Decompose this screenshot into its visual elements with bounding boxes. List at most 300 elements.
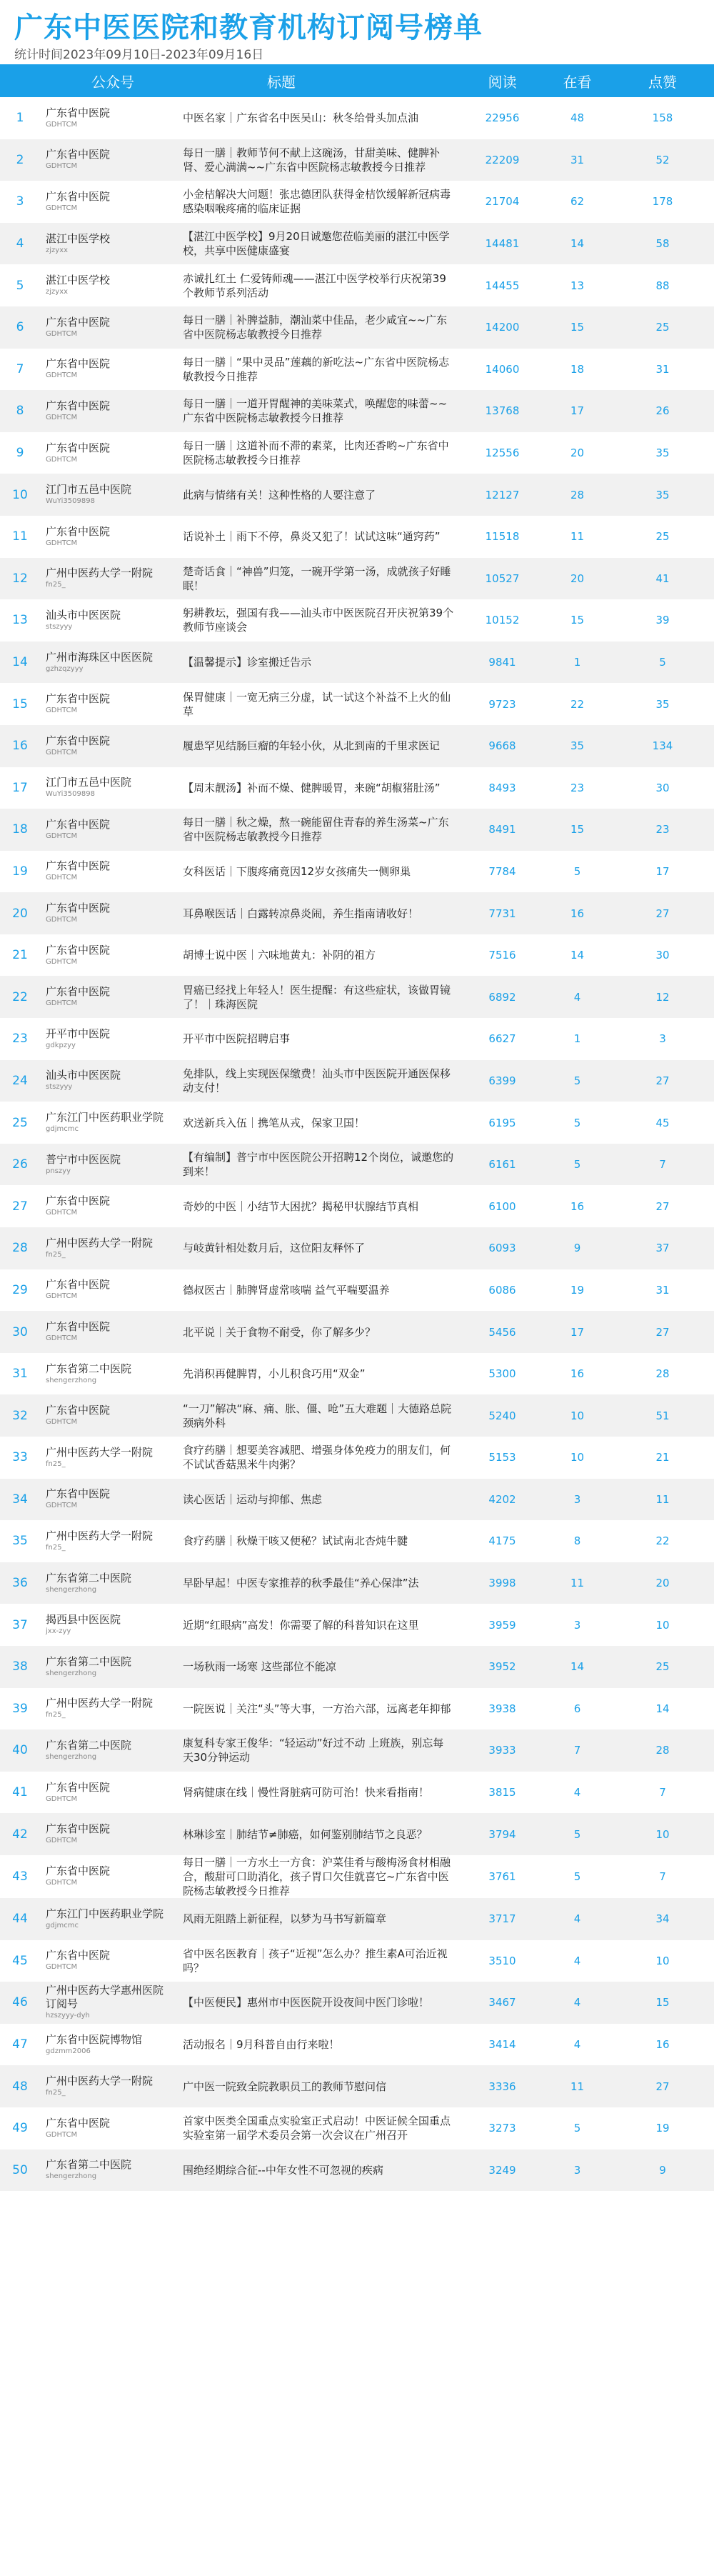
account-name[interactable]: 广东省中医院: [46, 1194, 111, 1208]
page-title: 广东中医医院和教育机构订阅号榜单: [14, 11, 483, 44]
looking-cell: 14: [570, 949, 585, 962]
article-title[interactable]: 中医名家｜广东省名中医吴山：秋冬给骨头加点油: [183, 111, 419, 125]
table-row[interactable]: [0, 2150, 714, 2192]
account-name[interactable]: 江门市五邑中医院: [46, 483, 132, 496]
rank-cell: 34: [12, 1492, 28, 1507]
likes-cell: 30: [655, 781, 670, 794]
account-cell[interactable]: [40, 1604, 174, 1646]
likes-cell: 26: [655, 404, 670, 418]
account-cell[interactable]: [40, 139, 174, 181]
account-cell[interactable]: [40, 2024, 174, 2066]
article-title[interactable]: 北平说｜关于食物不耐受，你了解多少？: [183, 1325, 376, 1339]
reads-cell: 22956: [485, 111, 520, 125]
account-cell[interactable]: [40, 474, 174, 516]
account-id: shengerzhong: [46, 1752, 97, 1761]
account-name[interactable]: 广州中医药大学一附院: [46, 566, 154, 580]
reads-cell: 6093: [488, 1242, 516, 1255]
article-title[interactable]: 免排队，线上实现医保缴费！汕头市中医医院开通医保移动支付！: [183, 1067, 451, 1094]
likes-cell: 7: [659, 1869, 666, 1883]
rank-cell: 40: [12, 1743, 28, 1758]
likes-cell: 35: [655, 488, 670, 501]
article-title[interactable]: 康复科专家王俊华：“轻运动”好过不动 上班族，别忘每天30分钟运动: [183, 1737, 444, 1764]
reads-cell: 12127: [485, 488, 520, 501]
article-title[interactable]: 【有编制】普宁市中医医院公开招聘12个岗位，诚邀您的到来！: [183, 1151, 454, 1179]
article-title[interactable]: 胃癌已经找上年轻人！医生提醒：有这些症状，该做胃镜了！｜珠海医院: [183, 983, 451, 1011]
reads-cell: 3467: [488, 1996, 516, 2010]
reads-cell: 5153: [488, 1451, 516, 1464]
article-title[interactable]: 每日一膳｜秋之燥，熬一碗能留住青春的养生汤菜~广东省中医院杨志敏教授今日推荐: [183, 816, 449, 844]
likes-cell: 9: [659, 2163, 666, 2177]
likes-cell: 10: [655, 1954, 670, 1967]
article-title[interactable]: 德叔医古｜肺脾肾虚常咳喘 益气平喘要温养: [183, 1283, 390, 1297]
article-title[interactable]: 每日一膳｜这道补而不滞的素菜，比肉还香哟~广东省中医院杨志敏教授今日推荐: [183, 439, 449, 467]
article-title[interactable]: 履患罕见结肠巨瘤的年轻小伙，从北到南的千里求医记: [183, 739, 441, 753]
table-row[interactable]: [0, 1813, 714, 1855]
account-cell[interactable]: [40, 2065, 174, 2107]
table-row[interactable]: [0, 558, 714, 600]
rank-cell: 32: [12, 1408, 28, 1423]
article-title[interactable]: 先消积再健脾胃，小儿积食巧用“双金”: [183, 1367, 366, 1381]
table-row[interactable]: [0, 1479, 714, 1521]
account-name[interactable]: 广东省中医院: [46, 524, 111, 538]
table-row[interactable]: [0, 2024, 714, 2066]
account-name[interactable]: 广东省中医院: [46, 859, 111, 873]
reads-cell: 3414: [488, 2038, 516, 2052]
account-cell[interactable]: [40, 1269, 174, 1312]
account-cell[interactable]: [40, 1982, 174, 2024]
article-title[interactable]: 围绝经期综合征--中年女性不可忽视的疾病: [183, 2163, 383, 2177]
account-id: gdjmcmc: [46, 1921, 79, 1929]
rank-cell: 19: [12, 864, 28, 879]
table-row[interactable]: [0, 1855, 714, 1898]
reads-cell: 6161: [488, 1158, 516, 1172]
account-name[interactable]: 广东省中医院: [46, 357, 111, 371]
likes-cell: 52: [655, 153, 670, 166]
account-name[interactable]: 广州中医药大学一附院: [46, 1529, 154, 1542]
article-title[interactable]: 一场秋雨一场寒 这些部位不能凉: [183, 1660, 336, 1674]
article-title[interactable]: 【温馨提示】诊室搬迁告示: [183, 656, 312, 669]
account-cell[interactable]: [40, 1520, 174, 1562]
account-name[interactable]: 湛江中医学校: [46, 274, 111, 287]
account-name[interactable]: 广东省中医院: [46, 399, 111, 412]
reads-cell: 7516: [488, 949, 516, 962]
table-row[interactable]: [0, 306, 714, 349]
reads-cell: 3998: [488, 1577, 516, 1590]
account-cell[interactable]: [40, 264, 174, 306]
likes-cell: 12: [655, 990, 670, 1004]
account-cell[interactable]: [40, 1562, 174, 1604]
rank-cell: 37: [12, 1617, 28, 1632]
rank-cell: 24: [12, 1073, 28, 1088]
account-cell[interactable]: [40, 767, 174, 809]
article-title[interactable]: 首家中医类全国重点实验室正式启动！中医证候全国重点实验室第一届学术委员会第一次会议在广州召开: [183, 2115, 451, 2142]
account-cell[interactable]: [40, 599, 174, 641]
table-row[interactable]: [0, 2107, 714, 2150]
table-row[interactable]: [0, 2065, 714, 2107]
table-row[interactable]: [0, 1898, 714, 1940]
header-title: 标题: [267, 73, 296, 91]
account-name[interactable]: 广东省第二中医院: [46, 1738, 132, 1752]
table-row[interactable]: [0, 641, 714, 684]
table-row[interactable]: [0, 934, 714, 977]
table-row[interactable]: [0, 1562, 714, 1604]
looking-cell: 5: [573, 1869, 581, 1883]
article-title[interactable]: 每日一膳｜教师节何不献上这碗汤，甘甜美味、健脾补肾、爱心满满~~广东省中医院杨志敏教授今日推荐: [183, 146, 441, 174]
rank-cell: 46: [12, 1995, 28, 2010]
table-row[interactable]: [0, 516, 714, 558]
likes-cell: 31: [655, 1283, 670, 1297]
reads-cell: 4175: [488, 1534, 516, 1548]
rank-cell: 42: [12, 1827, 28, 1842]
table-row[interactable]: [0, 1269, 714, 1312]
article-title[interactable]: 耳鼻喉医话｜白露转凉鼻炎闹，养生指南请收好！: [183, 907, 419, 920]
article-title[interactable]: 与岐黄针相处数月后，这位阳友释怀了: [183, 1242, 366, 1255]
account-cell[interactable]: [40, 223, 174, 265]
account-name[interactable]: 湛江中医学校: [46, 231, 111, 245]
account-name[interactable]: 普宁市中医医院: [46, 1152, 121, 1166]
article-title[interactable]: 此病与情绪有关！这种性格的人要注意了: [183, 488, 376, 501]
rank-cell: 36: [12, 1576, 28, 1591]
likes-cell: 7: [659, 1158, 666, 1172]
account-cell[interactable]: [40, 683, 174, 725]
account-cell[interactable]: [40, 1813, 174, 1855]
account-id: GDHTCM: [46, 748, 78, 757]
article-title[interactable]: 欢送新兵入伍｜携笔从戎，保家卫国！: [183, 1116, 366, 1129]
account-cell[interactable]: [40, 2107, 174, 2150]
account-cell[interactable]: [40, 1772, 174, 1814]
table-row[interactable]: [0, 1520, 714, 1562]
table-row[interactable]: [0, 1311, 714, 1353]
account-cell[interactable]: [40, 1227, 174, 1269]
article-title[interactable]: 躬耕教坛，强国有我——汕头市中医医院召开庆祝第39个教师节座谈会: [183, 606, 454, 634]
account-name[interactable]: 江门市五邑中医院: [46, 776, 132, 789]
account-cell[interactable]: [40, 97, 174, 139]
table-row[interactable]: [0, 349, 714, 391]
table-row[interactable]: [0, 683, 714, 725]
table-row[interactable]: [0, 809, 714, 851]
looking-cell: 3: [573, 1618, 581, 1632]
account-cell[interactable]: [40, 976, 174, 1018]
account-name[interactable]: 广东省中医院: [46, 148, 111, 161]
account-name[interactable]: 广东省中医院: [46, 1949, 111, 1962]
article-title[interactable]: 【中医便民】惠州市中医医院开设夜间中医门诊啦！: [183, 1996, 430, 2010]
account-cell[interactable]: [40, 390, 174, 432]
account-cell[interactable]: [40, 641, 174, 684]
reads-cell: 3952: [488, 1660, 516, 1674]
article-title[interactable]: 风雨无阻踏上新征程，以梦为马书写新篇章: [183, 1912, 387, 1926]
account-cell[interactable]: [40, 306, 174, 349]
table-row[interactable]: [0, 1018, 714, 1060]
account-name[interactable]: 广州中医药大学一附院: [46, 1236, 154, 1249]
account-name[interactable]: 广东省第二中医院: [46, 1571, 132, 1584]
looking-cell: 14: [570, 237, 585, 251]
table-row[interactable]: [0, 1144, 714, 1186]
article-title[interactable]: 每日一膳｜一道开胃醒神的美味菜式，唤醒您的味蕾~~广东省中医院杨志敏教授今日推荐: [183, 397, 448, 425]
article-title[interactable]: 广中医一院致全院教职员工的教师节慰问信: [183, 2080, 387, 2093]
looking-cell: 14: [570, 1660, 585, 1674]
rank-cell: 47: [12, 2037, 28, 2052]
account-cell[interactable]: [40, 1353, 174, 1395]
account-name[interactable]: 广东省中医院: [46, 734, 111, 747]
account-cell[interactable]: [40, 432, 174, 474]
likes-cell: 37: [655, 1242, 670, 1255]
reads-cell: 3761: [488, 1869, 516, 1883]
account-name[interactable]: 广州中医药大学一附院: [46, 1697, 154, 1710]
table-row[interactable]: [0, 1688, 714, 1730]
account-name[interactable]: 汕头市中医医院: [46, 1069, 121, 1082]
account-name[interactable]: 广东省中医院: [46, 1404, 111, 1417]
table-row[interactable]: [0, 432, 714, 474]
account-name[interactable]: 广东省中医院: [46, 817, 111, 831]
account-id: fn25_: [46, 2089, 66, 2097]
likes-cell: 39: [655, 614, 670, 627]
table-row[interactable]: [0, 1185, 714, 1227]
rank-cell: 49: [12, 2121, 28, 2136]
account-name[interactable]: 广东省中医院: [46, 1320, 111, 1334]
account-cell[interactable]: [40, 1688, 174, 1730]
account-name[interactable]: 广州中医药大学一附院: [46, 1445, 154, 1459]
account-cell[interactable]: [40, 1898, 174, 1940]
account-cell[interactable]: [40, 809, 174, 851]
account-id: GDHTCM: [46, 874, 78, 882]
article-title[interactable]: 小金桔解决大问题！张忠德团队获得金桔饮缓解新冠病毒感染咽喉疼痛的临床证据: [183, 188, 451, 216]
table-row[interactable]: [0, 181, 714, 223]
article-title[interactable]: 省中医名医教育｜孩子“近视”怎么办？推生素A可治近视吗？: [183, 1947, 448, 1975]
looking-cell: 5: [573, 864, 581, 878]
account-name[interactable]: 广州市海珠区中医医院: [46, 650, 154, 664]
article-title[interactable]: 每日一膳｜“果中灵品”莲藕的新吃法~广东省中医院杨志敏教授今日推荐: [183, 355, 450, 383]
account-name[interactable]: 广东省中医院: [46, 1487, 111, 1501]
table-row[interactable]: [0, 1437, 714, 1479]
reads-cell: 3959: [488, 1618, 516, 1632]
account-cell[interactable]: [40, 1144, 174, 1186]
likes-cell: 3: [659, 1032, 666, 1046]
looking-cell: 10: [570, 1409, 585, 1422]
likes-cell: 27: [655, 2080, 670, 2093]
article-title[interactable]: 赤诚扎红土 仁爱铸师魂——湛江中医学校举行庆祝第39个教师节系列活动: [183, 271, 446, 299]
likes-cell: 178: [652, 195, 673, 209]
account-name[interactable]: 广东省中医院: [46, 106, 111, 119]
table-row[interactable]: [0, 1729, 714, 1772]
table-row[interactable]: [0, 1940, 714, 1982]
table-row[interactable]: [0, 892, 714, 934]
account-name[interactable]: 广东省中医院: [46, 2116, 111, 2130]
account-name[interactable]: 广东省中医院: [46, 985, 111, 999]
account-cell[interactable]: [40, 1479, 174, 1521]
table-row[interactable]: [0, 223, 714, 265]
account-name[interactable]: 广东省第二中医院: [46, 2158, 132, 2172]
account-name[interactable]: 广东江门中医药职业学院: [46, 1907, 164, 1920]
reads-cell: 9723: [488, 697, 516, 711]
likes-cell: 27: [655, 907, 670, 920]
account-name[interactable]: 广东省中医院: [46, 943, 111, 957]
account-name[interactable]: 汕头市中医医院: [46, 608, 121, 621]
rank-cell: 5: [16, 278, 24, 293]
article-title[interactable]: 保胃健康｜一宽无病三分虚，试一试这个补益不上火的仙草: [183, 690, 451, 718]
account-name[interactable]: 广东省中医院博物馆: [46, 2032, 143, 2046]
account-id: shengerzhong: [46, 1585, 97, 1594]
article-title[interactable]: 食疗药膳｜想要美容减肥、增强身体免疫力的朋友们，何不试试香菇黑米牛肉粥？: [183, 1444, 451, 1472]
account-cell[interactable]: [40, 558, 174, 600]
account-cell[interactable]: [40, 934, 174, 977]
table-row[interactable]: [0, 1604, 714, 1646]
account-cell[interactable]: [40, 892, 174, 934]
rank-cell: 21: [12, 948, 28, 963]
article-title[interactable]: 楚奇话食｜“神兽”归笼，一碗开学第一汤，成就孩子好睡眠！: [183, 564, 451, 592]
account-name[interactable]: 广东江门中医药职业学院: [46, 1111, 164, 1124]
article-title[interactable]: 食疗药膳｜秋燥干咳又便秘？试试南北杏炖牛腱: [183, 1534, 408, 1548]
table-row[interactable]: [0, 1102, 714, 1144]
account-id: GDHTCM: [46, 707, 78, 715]
table-row[interactable]: [0, 474, 714, 516]
table-row[interactable]: [0, 1982, 714, 2024]
account-name[interactable]: 广东省中医院: [46, 1780, 111, 1794]
looking-cell: 13: [570, 279, 585, 292]
account-cell[interactable]: [40, 181, 174, 223]
reads-cell: 12556: [485, 446, 520, 460]
table-row[interactable]: [0, 851, 714, 893]
article-title[interactable]: 一院医说｜关注“头”等大事，一方治六部，远离老年抑郁: [183, 1702, 451, 1715]
reads-cell: 3933: [488, 1744, 516, 1757]
account-cell[interactable]: [40, 1940, 174, 1982]
rank-cell: 29: [12, 1282, 28, 1297]
account-name[interactable]: 广州中医药大学惠州医院订阅号: [46, 1984, 164, 2011]
likes-cell: 7: [659, 1786, 666, 1799]
likes-cell: 19: [655, 2122, 670, 2135]
looking-cell: 20: [570, 571, 585, 585]
likes-cell: 35: [655, 446, 670, 460]
table-row[interactable]: [0, 725, 714, 767]
account-cell[interactable]: [40, 1729, 174, 1772]
rank-cell: 43: [12, 1869, 28, 1884]
account-id: GDHTCM: [46, 2130, 78, 2139]
reads-cell: 3717: [488, 1912, 516, 1926]
rank-cell: 28: [12, 1241, 28, 1256]
table-row[interactable]: [0, 1646, 714, 1688]
table-row[interactable]: [0, 1394, 714, 1437]
likes-cell: 28: [655, 1367, 670, 1381]
account-name[interactable]: 广东省中医院: [46, 1278, 111, 1292]
account-cell[interactable]: [40, 516, 174, 558]
table-row[interactable]: [0, 1060, 714, 1102]
account-cell[interactable]: [40, 349, 174, 391]
account-cell[interactable]: [40, 1855, 174, 1898]
account-id: stszyyy: [46, 622, 73, 631]
article-title[interactable]: 开平市中医院招聘启事: [183, 1032, 291, 1046]
account-id: GDHTCM: [46, 1502, 78, 1510]
table-row[interactable]: [0, 599, 714, 641]
table-row[interactable]: [0, 1227, 714, 1269]
likes-cell: 45: [655, 1116, 670, 1129]
table-row[interactable]: [0, 976, 714, 1018]
account-id: GDHTCM: [46, 999, 78, 1008]
account-id: gdzmm2006: [46, 2047, 91, 2055]
article-title[interactable]: 林琳诊室｜肺结节≠肺癌，如何鉴别肺结节之良恶？: [183, 1827, 428, 1841]
account-cell[interactable]: [40, 1394, 174, 1437]
table-row[interactable]: [0, 264, 714, 306]
article-title[interactable]: 胡博士说中医｜六味地黄丸：补阴的祖方: [183, 949, 376, 962]
article-title[interactable]: 近期“红眼病”高发！你需要了解的科普知识在这里: [183, 1618, 419, 1632]
account-name[interactable]: 广东省第二中医院: [46, 1654, 132, 1668]
likes-cell: 27: [655, 1074, 670, 1087]
account-name[interactable]: 广州中医药大学一附院: [46, 2075, 154, 2088]
article-title[interactable]: 话说补土｜雨下不停，鼻炎又犯了！试试这味“通窍药”: [183, 530, 441, 544]
reads-cell: 22209: [485, 153, 520, 166]
account-id: GDHTCM: [46, 1879, 78, 1887]
account-cell[interactable]: [40, 1018, 174, 1060]
table-row[interactable]: [0, 390, 714, 432]
account-name[interactable]: 开平市中医院: [46, 1027, 111, 1040]
reads-cell: 14200: [485, 321, 520, 334]
account-cell[interactable]: [40, 1185, 174, 1227]
account-id: GDHTCM: [46, 120, 78, 129]
account-name[interactable]: 广东省中医院: [46, 189, 111, 203]
table-row[interactable]: [0, 767, 714, 809]
account-cell[interactable]: [40, 1646, 174, 1688]
looking-cell: 22: [570, 697, 585, 711]
article-title[interactable]: 【湛江中医学校】9月20日诚邀您莅临美丽的湛江中医学校，共享中医健康盛宴: [183, 230, 450, 258]
account-cell[interactable]: [40, 1437, 174, 1479]
reads-cell: 3336: [488, 2080, 516, 2093]
table-row[interactable]: [0, 1353, 714, 1395]
likes-cell: 5: [659, 656, 666, 669]
looking-cell: 5: [573, 2122, 581, 2135]
account-name[interactable]: 广东省中医院: [46, 441, 111, 454]
account-cell[interactable]: [40, 1311, 174, 1353]
account-id: GDHTCM: [46, 1292, 78, 1301]
likes-cell: 31: [655, 362, 670, 376]
table-row[interactable]: [0, 1772, 714, 1814]
account-cell[interactable]: [40, 1102, 174, 1144]
article-title[interactable]: 活动报名｜9月科普自由行来啦！: [183, 2038, 340, 2052]
reads-cell: 6086: [488, 1283, 516, 1297]
article-title[interactable]: 【周末靓汤】补而不燥、健脾暖胃，来碗“胡椒猪肚汤”: [183, 781, 441, 794]
account-name[interactable]: 广东省中医院: [46, 315, 111, 329]
account-name[interactable]: 广东省第二中医院: [46, 1362, 132, 1375]
reads-cell: 8491: [488, 823, 516, 837]
account-cell[interactable]: [40, 851, 174, 893]
account-name[interactable]: 揭西县中医医院: [46, 1613, 121, 1627]
looking-cell: 48: [570, 111, 585, 125]
account-cell[interactable]: [40, 2150, 174, 2192]
article-title[interactable]: 每日一膳｜补脾益肺，潮汕菜中佳品，老少咸宜~~广东省中医院杨志敏教授今日推荐: [183, 314, 448, 341]
table-row[interactable]: [0, 97, 714, 139]
account-cell[interactable]: [40, 1060, 174, 1102]
account-name[interactable]: 广东省中医院: [46, 692, 111, 706]
account-cell[interactable]: [40, 725, 174, 767]
looking-cell: 11: [570, 2080, 585, 2093]
account-name[interactable]: 广东省中医院: [46, 1864, 111, 1878]
reads-cell: 14060: [485, 362, 520, 376]
article-title[interactable]: 女科医话｜下腹疼痛竟因12岁女孩痛失一侧卵巢: [183, 864, 411, 878]
rank-cell: 39: [12, 1701, 28, 1716]
article-title[interactable]: 奇妙的中医｜小结节大困扰？揭秘甲状腺结节真相: [183, 1199, 419, 1213]
account-name[interactable]: 广东省中医院: [46, 902, 111, 915]
article-title[interactable]: “一刀”解决“麻、痛、胀、僵、呛”五大难题｜大德路总院颈病外科: [183, 1402, 452, 1429]
article-title[interactable]: 肾病健康在线｜慢性肾脏病可防可治！快来看指南！: [183, 1786, 430, 1799]
likes-cell: 10: [655, 1827, 670, 1841]
table-row[interactable]: [0, 139, 714, 181]
reads-cell: 10527: [485, 571, 520, 585]
account-name[interactable]: 广东省中医院: [46, 1822, 111, 1836]
likes-cell: 28: [655, 1744, 670, 1757]
account-id: GDHTCM: [46, 1334, 78, 1343]
article-title[interactable]: 每日一膳｜一方水土一方食：沪菜佳肴与酸梅汤食材相融合，酸甜可口助消化，孩子胃口欠佳就喜它~广东省中医院杨志敏教授今日推荐: [183, 1855, 451, 1897]
article-title[interactable]: 早卧早起！中医专家推荐的秋季最佳“养心保津”法: [183, 1577, 419, 1590]
looking-cell: 4: [573, 1954, 581, 1967]
looking-cell: 23: [570, 781, 585, 794]
article-title[interactable]: 读心医话｜运动与抑郁、焦虑: [183, 1492, 323, 1506]
